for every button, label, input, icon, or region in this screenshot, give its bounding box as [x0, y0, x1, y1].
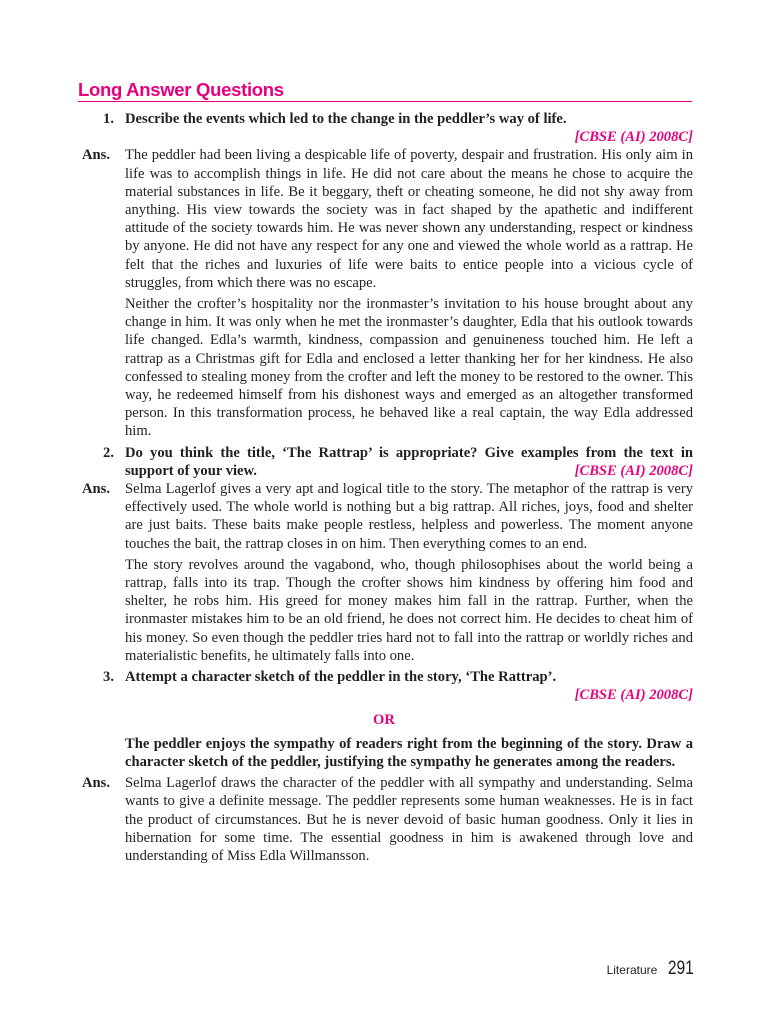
question-3	[0, 668, 693, 686]
citation: [CBSE (AI) 2008C]	[574, 687, 693, 704]
question-3-alternative	[0, 735, 693, 771]
answer-3-paragraph-1	[0, 774, 693, 865]
page-footer	[607, 958, 697, 980]
answer-text: Selma Lagerlof draws the character of the peddler with all sympathy and understanding. Selma wants to give a definite message. The peddler represents some human weaknesses. He is in fact the product of circumstances. But he is never devoid of basic human goodness. Only it lies in hibernation for some time. The essential goodness in him is awakened through love and understanding of Miss Edla Willmansson.	[125, 775, 693, 864]
answer-1-paragraph-1	[0, 146, 693, 292]
answer-text: The peddler had been living a despicable life of poverty, despair and frustration. His only aim in life was to accomplish things in life. He did not care about the means he chose to acquire the material substances in life. Be it beggary, theft or cheating someone, he did not shy away from anything. His view towards the society was in fact shaped by the apathetic and indifferent attitude of the society towards him. He was never shown any understanding, respect or kindness by anyone. He did not have any respect for any one and viewed the whole world as a rattrap. He felt that the riches and luxuries of life were baits to entice people into a vicious cycle of struggles, from which there was no escape.	[125, 147, 693, 291]
answer-2-paragraph-2	[0, 556, 693, 665]
section-title: Long Answer Questions	[78, 79, 284, 100]
answer-label: Ans.	[82, 147, 110, 164]
citation-row	[0, 128, 693, 146]
section-header	[78, 79, 692, 102]
answer-label: Ans.	[82, 481, 110, 498]
answer-text: The story revolves around the vagabond, who, though philosophises about the world being a rattrap, falls into its trap. Though the crofter shows him kindness by offering him food and shelter, he robs him. His greed for money makes him fall in the rattrap. Further, when the ironmaster mistakes him to be an old friend, he does not correct him. He decides to cheat him of his money. So even though the peddler tries hard not to fall into the rattrap or worldly riches and materialistic benefits, he ultimately falls into one.	[125, 556, 693, 664]
question-1	[0, 110, 693, 128]
question-text: Describe the events which led to the change in the peddler’s way of life.	[125, 111, 567, 127]
answer-label: Ans.	[82, 775, 110, 792]
answer-text: Neither the crofter’s hospitality nor the ironmaster’s invitation to his house brought about any change in him. It was only when he met the ironmaster’s daughter, Edla that his outlook towards life changed. Edla’s warmth, kindness, compassion and genuineness touched him. He left a rattrap as a Christmas gift for Edla and enclosed a letter thanking her for her kindness. He also confessed to stealing money from the crofter and left the money to be restored to the owner. This way, he redeemed himself from his dishonest ways and emerged as an altogether transformed person. In this transformation process, he behaved like a real captain, the way Edla addressed him.	[125, 296, 693, 440]
citation: [CBSE (AI) 2008C]	[574, 129, 693, 146]
question-number: 2.	[103, 444, 114, 461]
question-number: 1.	[103, 111, 114, 127]
question-text: Do you think the title, ‘The Rattrap’ is appropriate? Give examples from the text in support of your view.	[125, 444, 693, 479]
footer-section-label: Literature	[606, 963, 658, 977]
questions-content	[0, 110, 768, 868]
question-number: 3.	[103, 669, 114, 686]
answer-2-paragraph-1	[0, 480, 693, 553]
citation: [CBSE (AI) 2008C]	[569, 462, 693, 480]
alt-question-text: The peddler enjoys the sympathy of readers right from the beginning of the story. Draw a character sketch of the peddler, justifying the sympathy he generates among the readers.	[125, 735, 693, 770]
answer-1-paragraph-2	[0, 295, 693, 441]
or-separator: OR	[373, 711, 395, 728]
question-2	[0, 444, 693, 480]
answer-text: Selma Lagerlof gives a very apt and logical title to the story. The metaphor of the rattrap is very effectively used. The whole world is nothing but a big rattrap. All riches, joys, food and shelter are just baits. These baits make people restless, helpless and powerless. The moment anyone touches the bait, the rattrap closes in on him. Then everything comes to an end.	[125, 481, 693, 552]
citation-row	[0, 686, 693, 704]
question-text: Attempt a character sketch of the peddler in the story, ‘The Rattrap’.	[125, 669, 557, 686]
page-number: 291	[668, 958, 695, 979]
